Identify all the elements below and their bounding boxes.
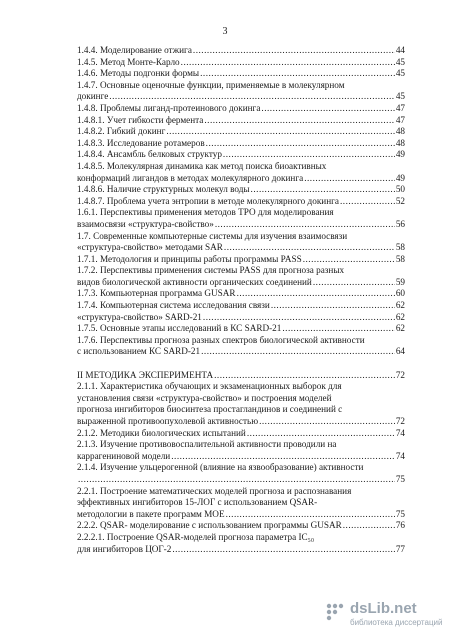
toc-page-number: 48 [395, 126, 405, 137]
toc-entry[interactable] [77, 231, 405, 254]
toc-entry[interactable] [77, 323, 405, 335]
toc-dot-leader [237, 288, 395, 300]
toc-entry[interactable] [77, 45, 405, 57]
toc-dot-leader [303, 254, 395, 266]
toc-page-number: 64 [395, 346, 405, 357]
toc-section-heading[interactable] [77, 370, 405, 382]
toc-entry-text: 1.4.6. Методы подгонки формы [77, 68, 200, 79]
toc-entry-text: 1.7.6. Перспективы прогноза разных спектров биологической активности [77, 334, 365, 345]
toc-page-number: 44 [395, 45, 405, 55]
toc-entry-text: 1.7. Современные компьютерные системы для изучения взаимосвязи [77, 230, 348, 241]
toc-entry-text: 1.7.3. Компьютерная программа GUSAR [77, 288, 236, 299]
toc-entry[interactable] [77, 207, 405, 230]
toc-entry-text: 1.4.7. Основные оценочные функции, применяемые в молекулярном [77, 79, 345, 90]
toc-page-number: 48 [395, 137, 405, 148]
toc-page-number: 52 [395, 195, 405, 206]
toc-dot-leader [78, 474, 395, 486]
toc-entry[interactable] [77, 439, 405, 462]
toc-dot-leader [271, 300, 395, 312]
toc-entry[interactable] [77, 300, 405, 312]
toc-page-number: 75 [395, 508, 405, 519]
toc-entry-text: 2.2.2.1. Построение QSAR-моделей прогноза параметра IC₅₀ [77, 531, 315, 542]
toc-entry-text: выраженной противоопухолевой активностью [77, 416, 259, 426]
table-of-contents [77, 45, 405, 555]
toc-gap [77, 358, 405, 370]
toc-page-number: 75 [395, 473, 405, 484]
toc-entry[interactable] [77, 126, 405, 138]
toc-dot-leader [226, 509, 395, 521]
toc-page-number: 60 [395, 288, 405, 299]
toc-entry-text: 2.1.2. Методики биологических испытаний [77, 427, 246, 438]
toc-entry-text: 1.7.1. Методология и принципы работы программы PASS [77, 253, 302, 264]
toc-dot-leader [200, 68, 395, 80]
toc-page-number: 62 [395, 300, 405, 311]
dslib-logo-icon [324, 601, 344, 621]
toc-dot-leader [251, 184, 395, 196]
toc-page-number: 74 [395, 450, 405, 461]
watermark-site: dsLib.net [350, 600, 417, 617]
toc-entry-text: 1.7.4. Компьютерная система исследования связи [77, 300, 270, 311]
toc-entry-text: каррагениновой модели [77, 450, 171, 461]
toc-entry[interactable] [77, 265, 405, 288]
toc-entry-text: II МЕТОДИКА ЭКСПЕРИМЕНТА [77, 369, 214, 380]
toc-dot-leader [203, 312, 395, 324]
toc-dot-leader [204, 115, 394, 127]
toc-page-number: 45 [395, 56, 405, 67]
toc-dot-leader [171, 451, 395, 463]
toc-entry[interactable] [77, 520, 405, 532]
toc-entry-text: для ингибиторов ЦОГ-2 [77, 543, 172, 554]
toc-page-number: 62 [395, 323, 405, 334]
toc-page-number: 72 [395, 369, 405, 380]
toc-entry[interactable] [77, 184, 405, 196]
toc-entry-text: эффективных ингибиторов 15-ЛОГ с использованием QSAR- [77, 497, 318, 508]
toc-entry[interactable] [77, 161, 405, 184]
toc-dot-leader [261, 103, 394, 115]
toc-dot-leader [109, 91, 395, 103]
toc-entry-text: 1.4.5. Метод Монте-Карло [77, 56, 180, 67]
toc-entry[interactable] [77, 288, 405, 300]
toc-entry-text: «структура-свойство» методами SAR [77, 242, 223, 253]
toc-entry-text: 1.7.5. Основные этапы исследований в КС SARD-21 [77, 323, 282, 334]
toc-page-number: 49 [395, 149, 405, 160]
toc-dot-leader [193, 45, 395, 57]
toc-entry-text: 2.1.3. Изучение противовоспалительной активности проводили на [77, 439, 337, 450]
toc-page-number: 77 [395, 543, 405, 554]
toc-entry-text: 1.4.4. Моделирование отжига [77, 45, 192, 55]
toc-page-number: 47 [395, 102, 405, 113]
toc-dot-leader [201, 346, 395, 358]
toc-dot-leader [304, 173, 395, 185]
toc-page-number: 47 [395, 114, 405, 125]
toc-dot-leader [313, 277, 395, 289]
toc-entry[interactable] [77, 335, 405, 358]
toc-dot-leader [340, 196, 395, 208]
toc-entry-text: установления связи «структура-свойство» и построения моделей [77, 392, 332, 403]
toc-entry[interactable] [77, 428, 405, 440]
toc-entry-text: 1.4.8.2. Гибкий докинг [77, 126, 166, 137]
toc-page-number: 58 [395, 242, 405, 253]
toc-entry[interactable] [77, 254, 405, 266]
toc-entry[interactable] [77, 149, 405, 161]
toc-page-number: 49 [395, 172, 405, 183]
toc-dot-leader [259, 416, 395, 428]
toc-entry-text: 1.4.8.4. Ансамбль белковых структур [77, 149, 222, 160]
toc-entry[interactable] [77, 486, 405, 521]
toc-entry-text: 2.1.4. Изучение ульцерогенной (влияние на язвообразование) активности [77, 462, 364, 473]
toc-entry[interactable] [77, 462, 405, 485]
toc-entry-text: конформаций лигандов в методах молекулярного докинга [77, 172, 304, 183]
toc-dot-leader [247, 428, 395, 440]
toc-entry[interactable] [77, 57, 405, 69]
toc-entry[interactable] [77, 196, 405, 208]
toc-entry[interactable] [77, 381, 405, 427]
toc-entry-text: 2.1.1. Характеристика обучающих и экзаменационных выборок для [77, 381, 342, 392]
toc-entry-text: «структура-свойство» SARD-21 [77, 311, 202, 322]
toc-page-number: 62 [395, 311, 405, 322]
toc-page-number: 45 [395, 91, 405, 102]
toc-entry[interactable] [77, 532, 405, 555]
toc-entry[interactable] [77, 312, 405, 324]
toc-dot-leader [206, 138, 395, 150]
toc-entry-text: 1.4.8.7. Проблема учета энтропии в методе молекулярного докинга [77, 195, 339, 206]
toc-entry[interactable] [77, 80, 405, 103]
watermark [324, 601, 442, 631]
toc-page-number: 59 [395, 276, 405, 287]
toc-entry-text: 1.4.8.6. Наличие структурных молекул воды [77, 184, 250, 195]
toc-dot-leader [166, 126, 394, 138]
toc-page-number: 56 [395, 218, 405, 229]
toc-page-number: 45 [395, 68, 405, 79]
toc-page-number: 58 [395, 253, 405, 264]
toc-entry[interactable] [77, 103, 405, 115]
toc-entry-text: прогноза ингибиторов биосинтеза простагландинов и соединений с [77, 404, 343, 415]
toc-dot-leader [282, 323, 394, 335]
toc-entry-text: с использованием КС SARD-21 [77, 346, 201, 357]
toc-dot-leader [181, 57, 395, 69]
toc-dot-leader [215, 219, 395, 231]
watermark-tagline: библиотека диссертаций [350, 618, 443, 627]
toc-page-number: 76 [395, 520, 405, 531]
toc-dot-leader [224, 242, 395, 254]
toc-entry-text: 2.2.1. Построение математических моделей прогноза и распознавания [77, 485, 352, 496]
toc-dot-leader [343, 520, 395, 532]
toc-page-number: 74 [395, 427, 405, 438]
toc-dot-leader [172, 544, 394, 556]
toc-entry-text: 1.4.8.5. Молекулярная динамика как метод поиска биоактивных [77, 160, 327, 171]
toc-dot-leader [223, 149, 395, 161]
toc-entry-text: докинге [77, 91, 109, 102]
toc-entry-text: 1.4.8.3. Исследование ротамеров [77, 137, 205, 148]
toc-entry[interactable] [77, 68, 405, 80]
toc-entry-text: 2.2.2. QSAR- моделирование с использованием программы GUSAR [77, 520, 342, 531]
toc-entry-text: видов биологической активности органических соединений [77, 276, 312, 287]
toc-entry-text: 1.4.8. Проблемы лиганд-протеинового докинга [77, 102, 261, 113]
toc-dot-leader [214, 370, 395, 382]
toc-entry-text: 1.4.8.1. Учет гибкости фермента [77, 114, 204, 125]
page-number: 3 [222, 26, 228, 37]
toc-page-number: 72 [395, 416, 405, 426]
toc-entry-text: методологии в пакете программ MOE [77, 508, 225, 519]
toc-entry-text: 1.6.1. Перспективы применения методов ТРО для моделирования [77, 207, 334, 218]
toc-entry-text: 1.7.2. Перспективы применения системы PASS для прогноза разных [77, 265, 345, 276]
toc-page-number: 50 [395, 184, 405, 195]
toc-entry[interactable] [77, 115, 405, 127]
toc-entry[interactable] [77, 138, 405, 150]
toc-entry-text: взаимосвязи «структура-свойство» [77, 218, 214, 229]
